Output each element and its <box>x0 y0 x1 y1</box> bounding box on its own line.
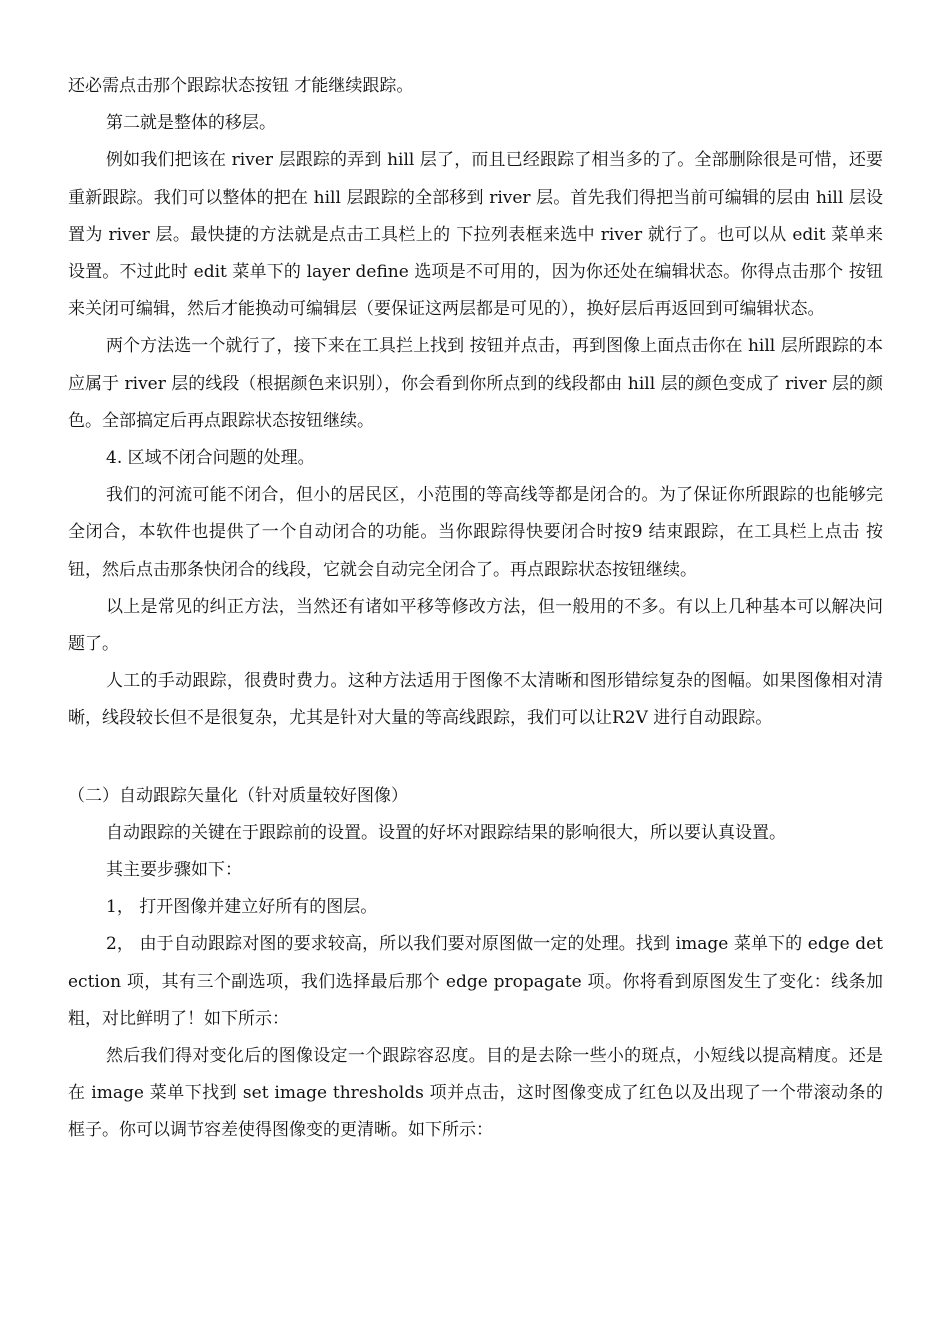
document-page <box>68 68 883 1150</box>
paragraph-layer-move-title: 第二就是整体的移层。 <box>106 113 276 134</box>
section-gap <box>68 738 883 778</box>
paragraph-layer-move-steps: 两个方法选一个就行了，接下来在工具拦上找到 按钮并点击，再到图像上面点击你在 hill 层所跟踪的本应属于 river 层的线段（根据颜色来识别），你会看到你所点到的线段都由 hill 层的颜色变成了 river 层的颜色。全部搞定后再点跟踪状态按钮继续。 <box>68 336 883 431</box>
paragraph-step-2: 2， 由于自动跟踪对图的要求较高，所以我们要对原图做一定的处理。找到 image 菜单下的 edge detection 项，其有三个副选项，我们选择最后那个 edge propagate 项。你将看到原图发生了变化：线条加粗，对比鲜明了！如下所示： <box>68 934 883 1029</box>
section-heading-auto-tracking: （二）自动跟踪矢量化（针对质量较好图像） <box>68 785 408 806</box>
paragraph-main-steps: 其主要步骤如下： <box>106 860 242 881</box>
paragraph-step-1: 1， 打开图像并建立好所有的图层。 <box>106 897 378 918</box>
paragraph-thresholds: 然后我们得对变化后的图像设定一个跟踪容忍度。目的是去除一些小的斑点，小短线以提高精度。还是在 image 菜单下找到 set image thresholds 项并点击，这时图像变成了红色以及出现了一个带滚动条的框子。你可以调节容差使得图像变的更清晰。如下所示： <box>68 1046 883 1141</box>
paragraph-layer-move-example: 例如我们把该在 river 层跟踪的弄到 hill 层了，而且已经跟踪了相当多的了。全部删除很是可惜，还要重新跟踪。我们可以整体的把在 hill 层跟踪的全部移到 river 层。首先我们得把当前可编辑的层由 hill 层设置为 river 层。最快捷的方法就是点击工具栏上的 下拉列表框来选中 river 就行了。也可以从 edit 菜单来设置。不过此时 edit 菜单下的 layer define 选项是不可用的，因为你还处在编辑状态。你得点击那个 按钮来关闭可编辑，然后才能换动可编辑层（要保证这两层都是可见的），换好层后再返回到可编辑状态。 <box>68 150 883 320</box>
paragraph-correction-summary: 以上是常见的纠正方法，当然还有诸如平移等修改方法，但一般用的不多。有以上几种基本可以解决问题了。 <box>68 596 883 655</box>
paragraph-manual-tracking: 人工的手动跟踪，很费时费力。这种方法适用于图像不太清晰和图形错综复杂的图幅。如果图像相对清晰，线段较长但不是很复杂，尤其是针对大量的等高线跟踪，我们可以让R2V 进行自动跟踪。 <box>68 671 883 729</box>
paragraph-tracking-button-note: 还必需点击那个跟踪状态按钮 才能继续跟踪。 <box>68 76 414 96</box>
paragraph-unclosed-region-title: 4. 区域不闭合问题的处理。 <box>106 448 315 469</box>
paragraph-auto-tracking-key: 自动跟踪的关键在于跟踪前的设置。设置的好坏对跟踪结果的影响很大，所以要认真设置。 <box>106 822 786 843</box>
paragraph-auto-close: 我们的河流可能不闭合，但小的居民区，小范围的等高线等都是闭合的。为了保证你所跟踪的也能够完全闭合，本软件也提供了一个自动闭合的功能。当你跟踪得快要闭合时按9 结束跟踪，在工具栏上点击 按钮，然后点击那条快闭合的线段，它就会自动完全闭合了。再点跟踪状态按钮继续。 <box>68 485 883 580</box>
